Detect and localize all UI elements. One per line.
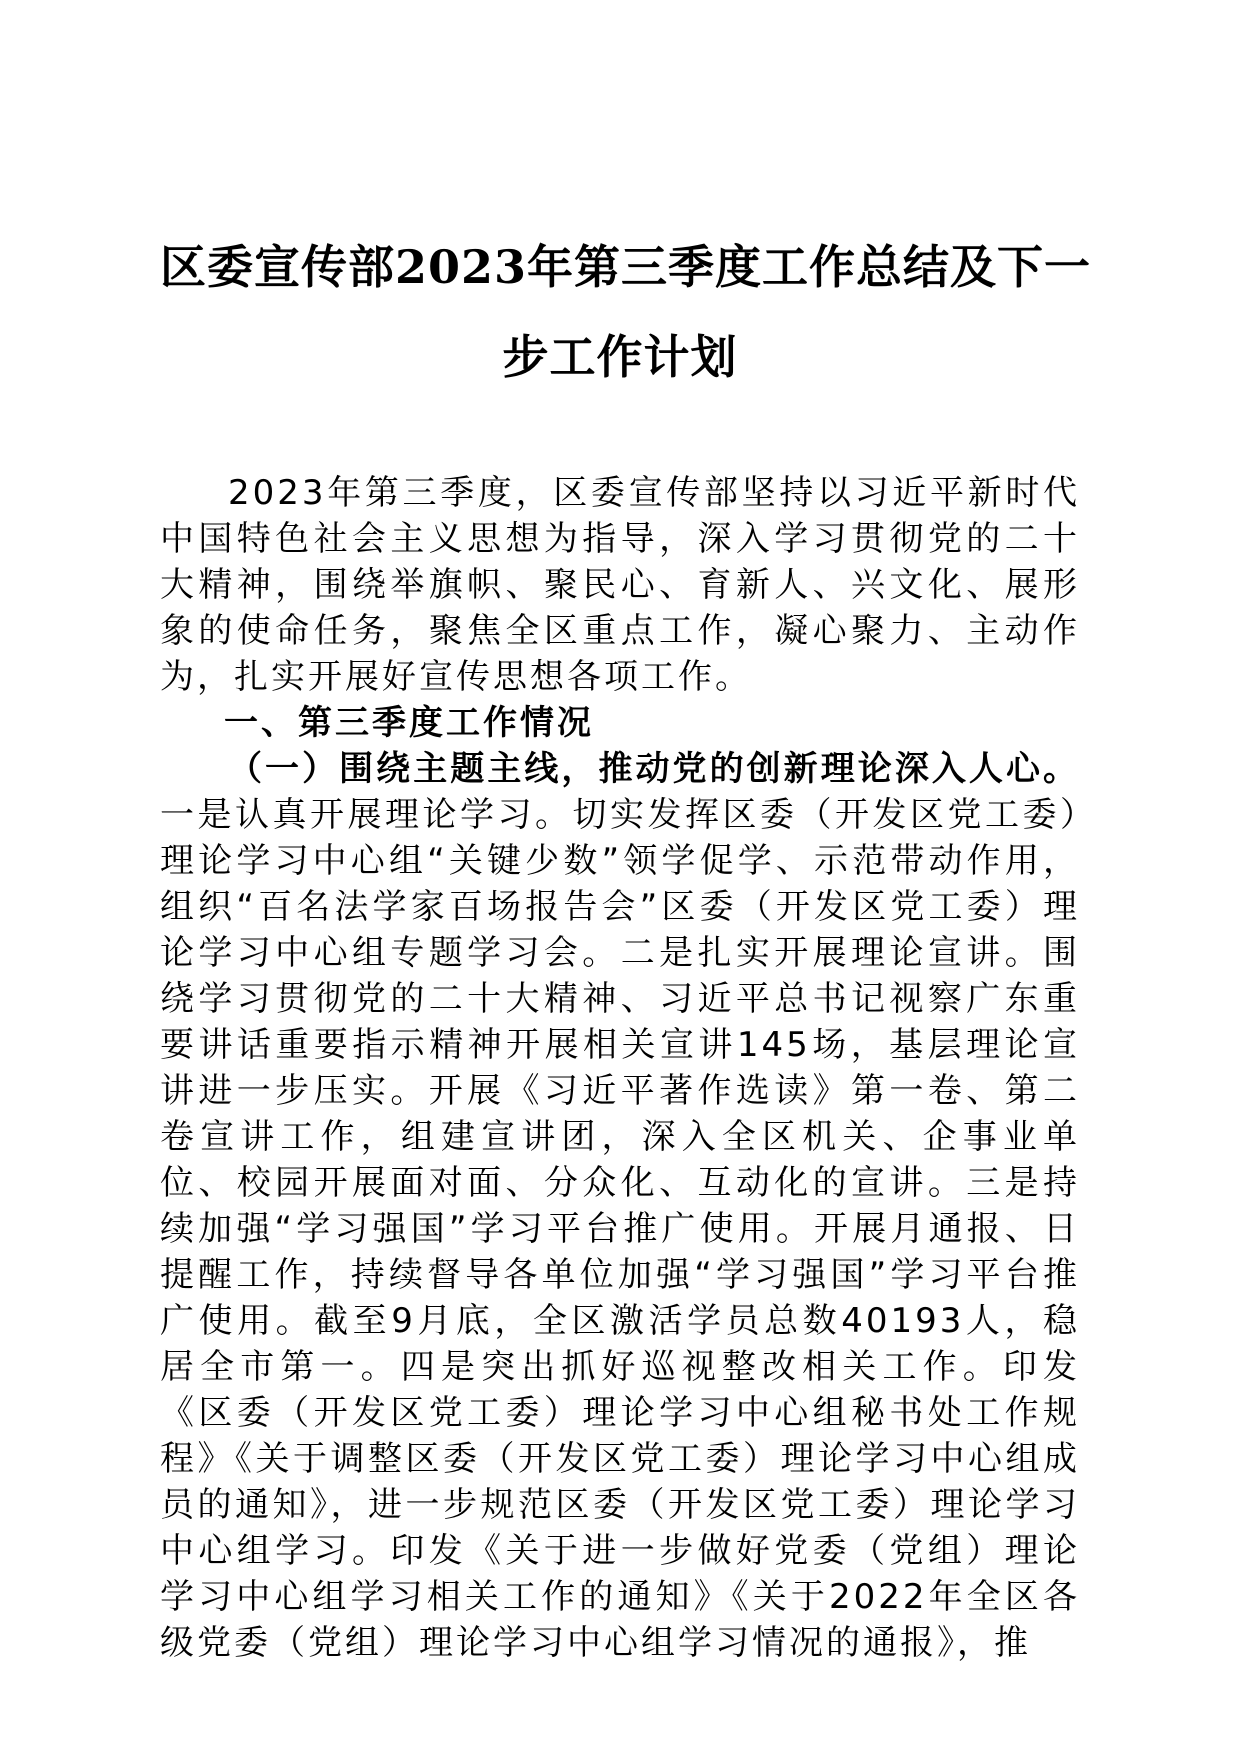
subsection-paragraph [160, 746, 1080, 1666]
subsection-heading: （一）围绕主题主线，推动党的创新理论深入人心。 [228, 749, 1080, 789]
section-heading: 一、第三季度工作情况 [224, 703, 594, 743]
document-title [160, 222, 1092, 402]
title-line-2: 步工作计划 [502, 330, 738, 384]
subsection-body: 一是认真开展理论学习。切实发挥区委（开发区党工委）理论学习中心组“关键少数”领学促学、示范带动作用，组织“百名法学家百场报告会”区委（开发区党工委）理论学习中心组专题学习会。二是扎实开展理论宣讲。围绕学习贯彻党的二十大精神、习近平总书记视察广东重要讲话重要指示精神开展相关宣讲145场，基层理论宣讲进一步压实。开展《习近平著作选读》第一卷、第二卷宣讲工作，组建宣讲团，深入全区机关、企事业单位、校园开展面对面、分众化、互动化的宣讲。三是持续加强“学习强国”学习平台推广使用。开展月通报、日提醒工作，持续督导各单位加强“学习强国”学习平台推广使用。截至9月底，全区激活学员总数40193人，稳居全市第一。四是突出抓好巡视整改相关工作。印发《区委（开发区党工委）理论学习中心组秘书处工作规程》《关于调整区委（开发区党工委）理论学习中心组成员的通知》，进一步规范区委（开发区党工委）理论学习中心组学习。印发《关于进一步做好党委（党组）理论学习中心组学习相关工作的通知》《关于2022年全区各级党委（党组）理论学习中心组学习情况的通报》，推 [160, 795, 1080, 1663]
intro-paragraph: 2023年第三季度，区委宣传部坚持以习近平新时代中国特色社会主义思想为指导，深入学习贯彻党的二十大精神，围绕举旗帜、聚民心、育新人、兴文化、展形象的使命任务，聚焦全区重点工作，凝心聚力、主动作为，扎实开展好宣传思想各项工作。 [160, 473, 1080, 697]
title-line-1: 区委宣传部2023年第三季度工作总结及下一 [160, 240, 1092, 294]
document-body [160, 470, 1080, 1666]
